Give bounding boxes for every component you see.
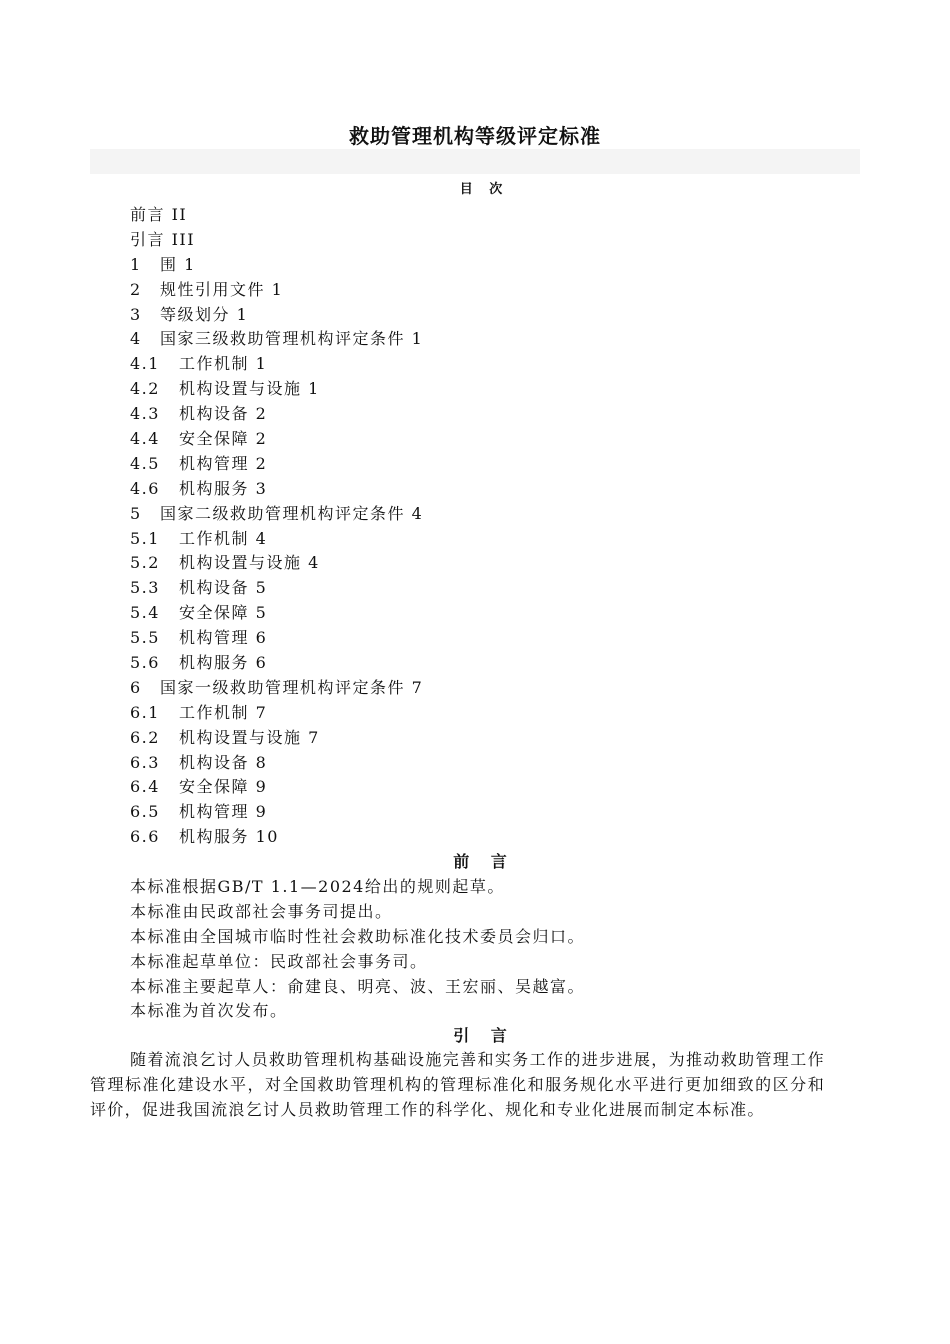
toc-entry-text: 引言 III <box>130 229 196 249</box>
toc-entry <box>130 751 830 776</box>
toc-entry-text: 国家一级救助管理机构评定条件 7 <box>160 677 424 697</box>
toc-entry <box>130 651 830 676</box>
toc-entry-number: 4.4 <box>130 429 160 449</box>
toc-entry <box>130 576 830 601</box>
toc-entry-text: 安全保障 9 <box>179 777 268 797</box>
toc-entry-text: 机构设置与设施 1 <box>179 379 320 399</box>
table-of-contents <box>130 203 830 850</box>
toc-heading: 目 次 <box>459 182 509 197</box>
toc-entry-number: 4.5 <box>130 453 160 473</box>
toc-entry <box>130 626 830 651</box>
toc-entry-number: 2 <box>130 279 142 299</box>
toc-entry-text: 工作机制 1 <box>179 354 268 374</box>
toc-entry <box>130 726 830 751</box>
toc-entry-text: 工作机制 4 <box>179 528 268 548</box>
toc-entry-text: 机构设备 2 <box>179 404 268 424</box>
toc-entry <box>130 601 830 626</box>
toc-entry <box>130 253 830 278</box>
toc-entry-number: 5.2 <box>130 553 160 573</box>
toc-entry-number: 6 <box>130 677 142 697</box>
toc-entry-text: 工作机制 7 <box>179 702 268 722</box>
toc-entry-number: 6.5 <box>130 802 160 822</box>
toc-entry-number: 5 <box>130 503 142 523</box>
toc-entry-number: 5.3 <box>130 578 160 598</box>
toc-entry-text: 安全保障 5 <box>179 603 268 623</box>
toc-entry <box>130 701 830 726</box>
toc-entry-text: 机构服务 6 <box>179 653 268 673</box>
toc-entry <box>130 502 830 527</box>
toc-entry <box>130 327 830 352</box>
toc-entry <box>130 427 830 452</box>
toc-entry-text: 机构管理 2 <box>179 453 268 473</box>
toc-entry <box>130 452 830 477</box>
toc-entry-number: 5.6 <box>130 653 160 673</box>
toc-entry <box>130 228 830 253</box>
toc-entry-text: 围 1 <box>160 254 196 274</box>
toc-entry <box>130 551 830 576</box>
toc-entry <box>130 352 830 377</box>
toc-entry-text: 机构设置与设施 7 <box>179 727 320 747</box>
preface-line: 本标准由民政部社会事务司提出。 <box>130 901 393 921</box>
toc-entry-number: 5.5 <box>130 628 160 648</box>
toc-entry-text: 等级划分 1 <box>160 304 249 324</box>
toc-entry-text: 机构管理 6 <box>179 628 268 648</box>
toc-entry <box>130 775 830 800</box>
preface-line: 本标准主要起草人：俞建良、明亮、波、王宏丽、吴越富。 <box>130 976 586 996</box>
toc-entry-text: 安全保障 2 <box>179 429 268 449</box>
toc-entry-number: 4.1 <box>130 354 160 374</box>
preface-line: 本标准根据GB/T 1.1—2024给出的规则起草。 <box>130 877 505 896</box>
toc-entry <box>130 676 830 701</box>
preface-line: 本标准为首次发布。 <box>130 1001 288 1021</box>
toc-entry <box>130 825 830 850</box>
preface-line: 本标准由全国城市临时性社会救助标准化技术委员会归口。 <box>130 926 586 946</box>
preface-line: 本标准起草单位：民政部社会事务司。 <box>130 951 428 971</box>
toc-entry-text: 机构设置与设施 4 <box>179 553 320 573</box>
toc-entry-number: 6.1 <box>130 702 160 722</box>
toc-entry-number: 6.2 <box>130 727 160 747</box>
toc-entry <box>130 800 830 825</box>
toc-entry <box>130 303 830 328</box>
toc-entry-text: 机构设备 8 <box>179 752 268 772</box>
toc-entry-number: 4.2 <box>130 379 160 399</box>
toc-entry <box>130 203 830 228</box>
toc-entry-text: 国家二级救助管理机构评定条件 4 <box>160 503 424 523</box>
preface-body <box>130 875 830 1024</box>
introduction-paragraph: 随着流浪乞讨人员救助管理机构基础设施完善和实务工作的进步进展，为推动救助管理工作管理标准化建设水平，对全国救助管理机构的管理标准化和服务规化水平进行更加细致的区分和评价，促进我国流浪乞讨人员救助管理工作的科学化、规化和专业化进展而制定本标准。 <box>90 1050 825 1119</box>
toc-entry-number: 6.4 <box>130 777 160 797</box>
preface-heading: 前 言 <box>453 852 515 871</box>
toc-entry-number: 4.6 <box>130 478 160 498</box>
toc-entry-number: 3 <box>130 304 142 324</box>
toc-entry-text: 机构服务 10 <box>179 827 279 847</box>
introduction-heading: 引 言 <box>453 1026 515 1045</box>
toc-entry-number: 6.3 <box>130 752 160 772</box>
toc-entry-text: 规性引用文件 1 <box>160 279 284 299</box>
toc-entry <box>130 377 830 402</box>
toc-entry-number: 5.1 <box>130 528 160 548</box>
toc-entry-text: 前言 II <box>130 205 188 224</box>
toc-entry <box>130 278 830 303</box>
toc-entry-text: 机构服务 3 <box>179 478 268 498</box>
toc-entry-number: 4.3 <box>130 404 160 424</box>
document-title: 救助管理机构等级评定标准 <box>349 124 601 148</box>
toc-entry-number: 4 <box>130 329 142 349</box>
toc-entry-number: 1 <box>130 254 142 274</box>
title-separator-band <box>90 149 860 174</box>
toc-entry-text: 机构设备 5 <box>179 578 268 598</box>
toc-entry <box>130 402 830 427</box>
toc-entry <box>130 527 830 552</box>
toc-entry <box>130 477 830 502</box>
toc-entry-text: 国家三级救助管理机构评定条件 1 <box>160 329 424 349</box>
toc-entry-number: 6.6 <box>130 827 160 847</box>
toc-entry-number: 5.4 <box>130 603 160 623</box>
toc-entry-text: 机构管理 9 <box>179 802 268 822</box>
